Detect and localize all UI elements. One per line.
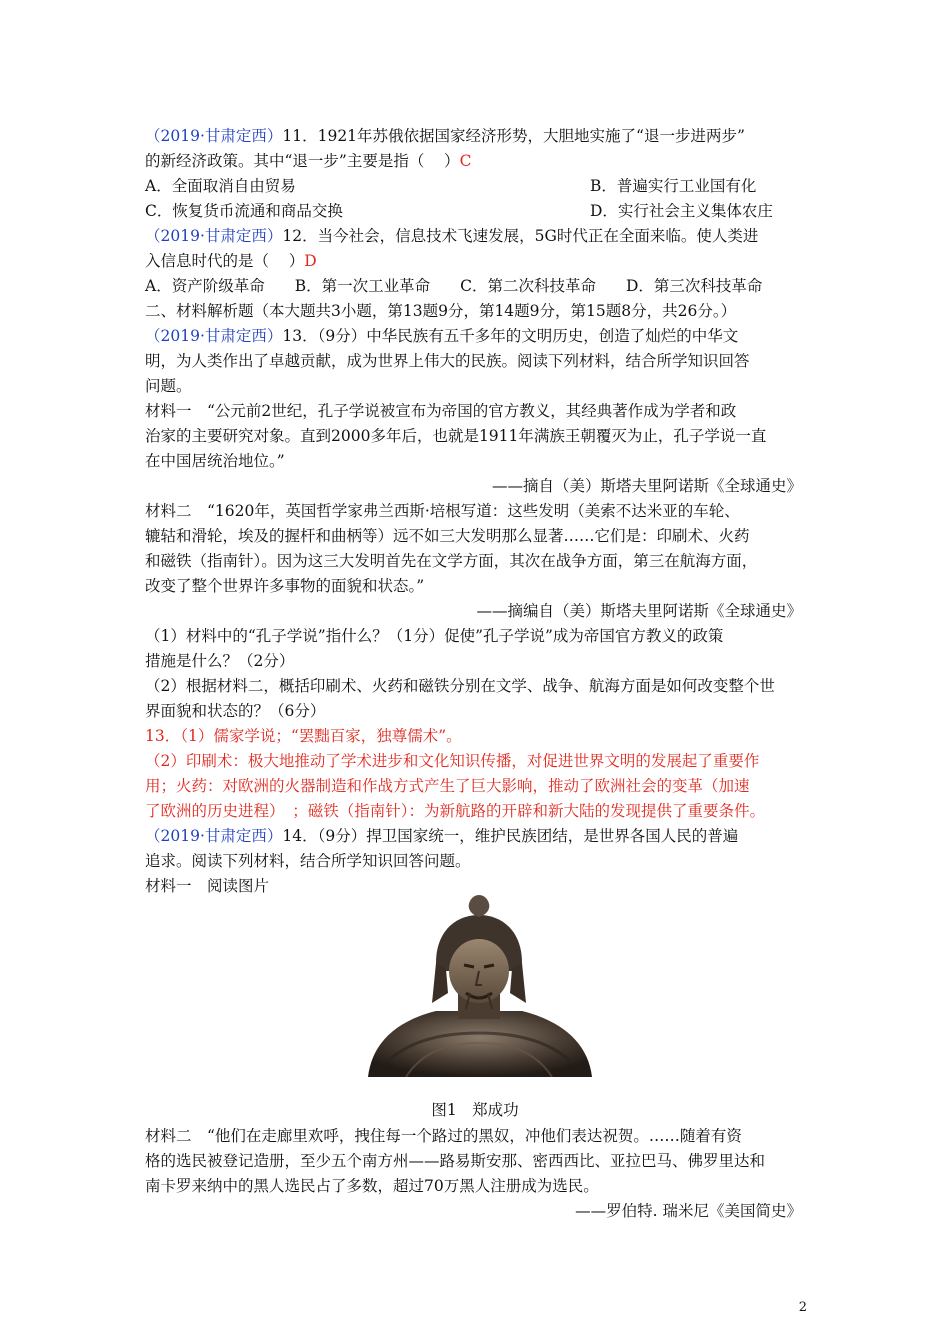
q13-material1-line3: 在中国居统治地位。” xyxy=(145,452,285,470)
q14-material1-label: 材料一 阅读图片 xyxy=(145,877,270,895)
q11-line2: 的新经济政策。其中“退一步”主要是指（ ）C xyxy=(145,152,472,170)
q13-question2-line1: （2）根据材料二，概括印刷术、火药和磁铁分别在文学、战争、航海方面是如何改变整个世 xyxy=(145,677,775,695)
q13-question1-line2: 措施是什么？（2分） xyxy=(145,652,295,670)
q12-options: A．资产阶级革命 B．第一次工业革命 C．第二次科技革命 D．第三次科技革命 xyxy=(145,277,763,295)
q11-answer: C xyxy=(459,152,472,170)
zheng-chenggong-statue-image xyxy=(366,893,592,1077)
q13-line2: 明，为人类作出了卓越贡献，成为世界上伟大的民族。阅读下列材料，结合所学知识回答 xyxy=(145,352,750,370)
q12-line1: （2019·甘肃定西）12．当今社会，信息技术飞速发展，5G时代正在全面来临。使人类进 xyxy=(145,227,759,245)
q14-line1: （2019·甘肃定西）14．（9分）捍卫国家统一，维护民族团结，是世界各国人民的普遍 xyxy=(145,827,739,845)
q11-options-row2: C．恢复货币流通和商品交换 D．实行社会主义集体农庄 xyxy=(145,202,773,220)
q14-line2: 追求。阅读下列材料，结合所学知识回答问题。 xyxy=(145,852,471,870)
q11-options-row1: A．全面取消自由贸易 B．普遍实行工业国有化 xyxy=(145,177,757,195)
figure-caption: 图1 郑成功 xyxy=(431,1101,519,1119)
q13-material2-source: ——摘编自（美）斯塔夫里阿诺斯《全球通史》 xyxy=(476,602,802,620)
q14-source: （2019·甘肃定西） xyxy=(145,827,283,845)
q14-material2-line3: 南卡罗来纳中的黑人选民占了多数，超过70万黑人注册成为选民。 xyxy=(145,1177,599,1195)
q12-line2: 入信息时代的是（ ）D xyxy=(145,252,317,270)
q12-answer: D xyxy=(304,252,317,270)
q13-answer-line3: 用；火药：对欧洲的火器制造和作战方式产生了巨大影响，推动了欧洲社会的变革（加速 xyxy=(145,777,750,795)
q14-material2-source: ——罗伯特. 瑞米尼《美国简史》 xyxy=(575,1202,802,1220)
q13-question2-line2: 界面貌和状态的？（6分） xyxy=(145,702,326,720)
q13-answer-line1: 13．（1）儒家学说；“罢黜百家，独尊儒术”。 xyxy=(145,727,462,745)
q13-line1: （2019·甘肃定西）13．（9分）中华民族有五千多年的文明历史，创造了灿烂的中华文 xyxy=(145,327,739,345)
q13-material1-line1: 材料一 “公元前2世纪，孔子学说被宣布为帝国的官方教义，其经典著作成为学者和政 xyxy=(145,402,737,420)
q13-material2-line3: 和磁铁（指南针）。因为这三大发明首先在文学方面，其次在战争方面，第三在航海方面， xyxy=(145,552,758,570)
q12-source: （2019·甘肃定西） xyxy=(145,227,283,245)
q13-line3: 问题。 xyxy=(145,377,192,395)
q13-source: （2019·甘肃定西） xyxy=(145,327,283,345)
q13-material2-line4: 改变了整个世界许多事物的面貌和状态。” xyxy=(145,577,425,595)
q13-material1-source: ——摘自（美）斯塔夫里阿诺斯《全球通史》 xyxy=(491,477,802,495)
q13-answer-line4: 了欧洲的历史进程） ；磁铁（指南针）：为新航路的开辟和新大陆的发现提供了重要条件。 xyxy=(145,802,766,820)
q14-material2-line2: 格的选民被登记造册，至少五个南方州——路易斯安那、密西西比、亚拉巴马、佛罗里达和 xyxy=(145,1152,766,1170)
q11-source: （2019·甘肃定西） xyxy=(145,127,283,145)
page-number: 2 xyxy=(798,1300,807,1315)
q14-material2-line1: 材料二 “他们在走廊里欢呼，拽住每一个路过的黑奴，冲他们表达祝贺。……随着有资 xyxy=(145,1127,742,1145)
q13-material1-line2: 治家的主要研究对象。直到2000多年后，也就是1911年满族王朝覆灭为止，孔子学说一直 xyxy=(145,427,767,445)
q13-material2-line2: 辘轱和滑轮，埃及的握杆和曲柄等）远不如三大发明那么显著……它们是：印刷术、火药 xyxy=(145,527,750,545)
q13-answer-line2: （2）印刷术：极大地推动了学术进步和文化知识传播，对促进世界文明的发展起了重要作 xyxy=(145,752,760,770)
q13-material2-line1: 材料二 “1620年，英国哲学家弗兰西斯·培根写道：这些发明（美索不达米亚的车轮、 xyxy=(145,502,740,520)
q13-question1-line1: （1）材料中的“孔子学说”指什么？（1分）促使”孔子学说”成为帝国官方教义的政策 xyxy=(145,627,724,645)
section-2-heading: 二、材料解析题（本大题共3小题，第13题9分，第14题9分，第15题8分，共26分。） xyxy=(145,302,737,320)
q11-line1: （2019·甘肃定西）11．1921年苏俄依据国家经济形势，大胆地实施了“退一步进两步” xyxy=(145,127,745,145)
